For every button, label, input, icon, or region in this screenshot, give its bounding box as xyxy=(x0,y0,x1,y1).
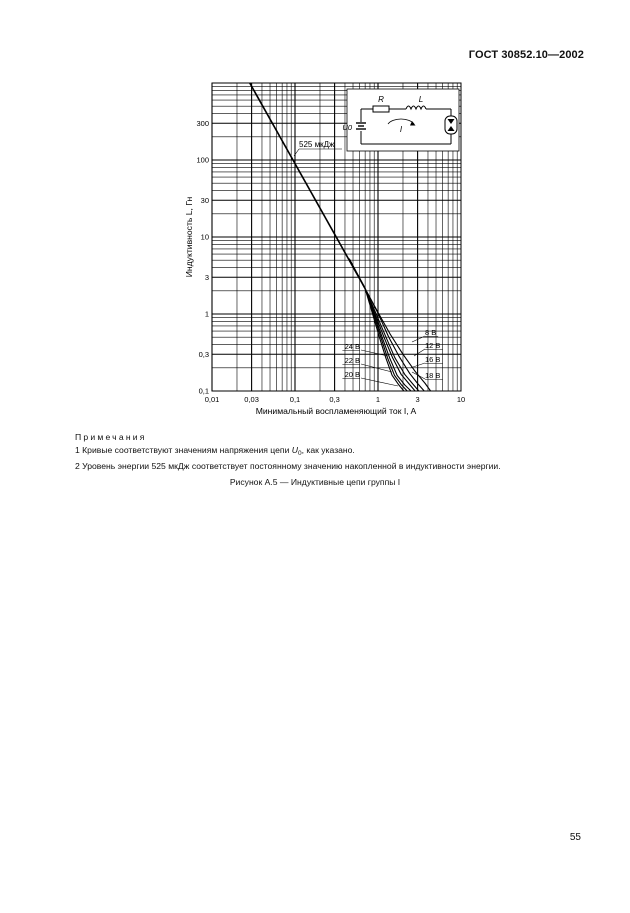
inset-background xyxy=(347,89,459,151)
x-tick-label: 0,3 xyxy=(329,395,340,404)
document-header: ГОСТ 30852.10—2002 xyxy=(468,49,584,61)
notes-block xyxy=(75,431,605,473)
y-tick-label: 0,3 xyxy=(198,349,209,359)
x-tick-label: 0,01 xyxy=(204,395,220,404)
x-tick-label: 10 xyxy=(456,395,466,404)
label-leader xyxy=(412,372,425,379)
note-1 xyxy=(75,444,605,460)
spark-gap-symbol xyxy=(445,116,457,134)
series-label-20v: 20 В xyxy=(344,370,360,379)
inset-label-i: I xyxy=(399,125,403,134)
series-label-24v: 24 В xyxy=(344,342,360,351)
inset-label-r: R xyxy=(378,95,384,104)
inset-label-l: L xyxy=(418,95,424,104)
energy-line-label: 525 мкДж xyxy=(299,140,335,149)
x-tick-label: 1 xyxy=(375,395,381,404)
page-number: 55 xyxy=(569,832,581,843)
label-leader xyxy=(414,349,425,356)
y-tick-label: 0,1 xyxy=(198,386,209,396)
notes-heading: Примечания xyxy=(75,432,147,442)
note-1-text-end: , как указано. xyxy=(301,445,355,455)
x-tick-label: 3 xyxy=(415,395,420,404)
y-axis-label: Индуктивность L, Гн xyxy=(184,196,194,278)
note-1-var-sub: 0 xyxy=(297,450,302,457)
y-tick-label: 1 xyxy=(204,309,209,319)
resistor-symbol xyxy=(373,106,389,112)
y-tick-label: 3 xyxy=(204,272,209,282)
inset-label-u0: U0 xyxy=(342,123,352,132)
figure-caption: Рисунок А.5 — Индуктивные цепи группы I xyxy=(229,477,401,487)
x-tick-label: 0,1 xyxy=(289,395,301,404)
note-2: 2 Уровень энергии 525 мкДж соответствует постоянному значению накопленной в индуктивности энергии. xyxy=(75,461,501,471)
label-leader xyxy=(361,378,398,386)
note-1-text-start: 1 Кривые соответствуют значениям напряжения цепи xyxy=(75,445,292,455)
series-label-18v: 18 В xyxy=(425,371,441,380)
y-tick-label: 30 xyxy=(200,195,209,205)
series-label-16v: 16 В xyxy=(425,355,441,364)
series-label-8v: 8 В xyxy=(425,328,437,337)
series-label-12v: 12 В xyxy=(425,341,441,350)
series-label-22v: 22 В xyxy=(344,356,360,365)
y-tick-label: 100 xyxy=(196,155,209,165)
y-tick-label: 10 xyxy=(200,232,209,242)
x-tick-label: 0,03 xyxy=(244,395,259,404)
circuit-inset xyxy=(342,89,459,151)
y-tick-label: 300 xyxy=(196,118,209,128)
note-1-var: U xyxy=(291,445,298,455)
x-axis-label: Минимальный воспламеняющий ток I, A xyxy=(255,406,417,416)
inductance-chart xyxy=(0,0,630,430)
